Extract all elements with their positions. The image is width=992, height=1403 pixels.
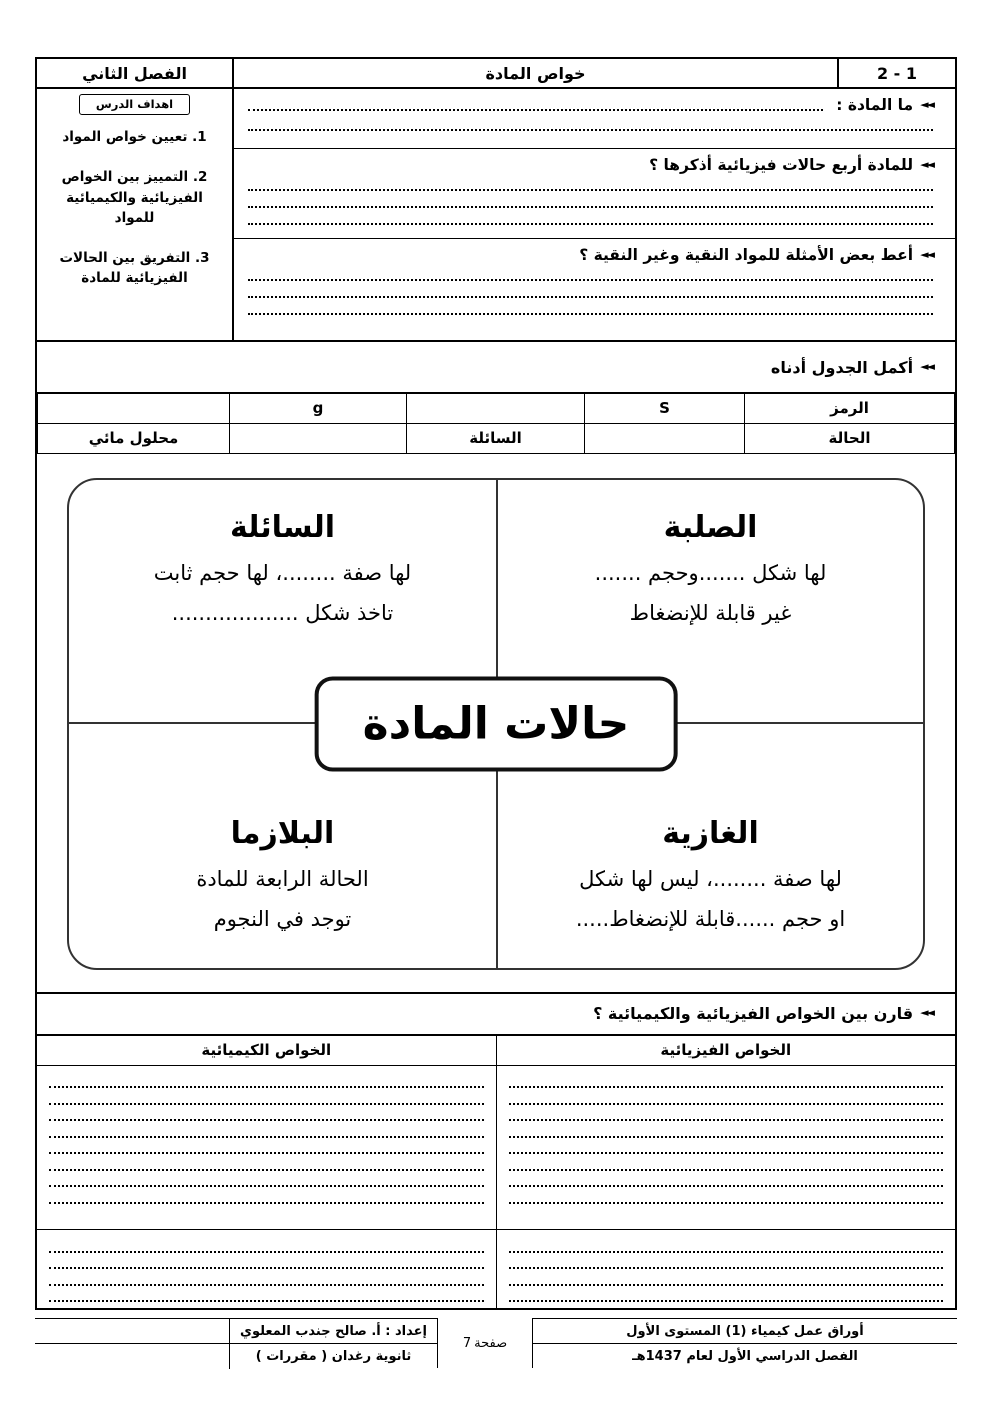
page-number-block: [438, 1318, 532, 1368]
objective-item: 2. التمييز بين الخواص الفيزيائية والكيميائية للمواد: [61, 169, 208, 226]
states-center-title: حالات المادة: [315, 676, 678, 771]
question-bullet-icon: ◄◄: [920, 247, 933, 261]
answer-blank: [248, 174, 933, 191]
row-label: الرمز: [745, 393, 955, 423]
answer-blank: [509, 1138, 944, 1155]
complete-table-caption: [37, 342, 955, 392]
physical-column: [496, 1230, 956, 1308]
liquid-line1: لها صفة ........، لها حجم ثابت: [153, 560, 412, 585]
page-footer: [35, 1318, 957, 1368]
answer-blank: [509, 1154, 944, 1171]
liquid-title: السائلة: [229, 509, 336, 545]
compare-body-top: [37, 1066, 955, 1230]
symbol-state-table: [37, 392, 955, 454]
question-bullet-icon: ◄◄: [920, 359, 933, 373]
top-section: [37, 89, 955, 342]
state-cell-blank: [585, 423, 745, 453]
objective-item: 3. التفريق بين الحالات الفيزيائية للمادة: [59, 250, 210, 287]
lesson-title: خواص المادة: [485, 63, 586, 83]
liquid-line2: تاخذ شكل ...................: [171, 600, 394, 625]
symbol-cell: g: [230, 393, 407, 423]
plasma-line1: الحالة الرابعة للمادة: [196, 866, 369, 891]
answer-blank: [248, 264, 933, 281]
question-label: أعط بعض الأمثلة للمواد النقية وغير النقية ؟: [579, 246, 914, 264]
answer-blank: [49, 1138, 484, 1155]
answer-blank: [49, 1072, 484, 1089]
question-bullet-icon: ◄◄: [920, 157, 933, 171]
state-cell-blank: [230, 423, 407, 453]
physical-properties-header: الخواص الفيزيائية: [496, 1036, 956, 1065]
answer-blank: [509, 1088, 944, 1105]
answer-blank: [248, 208, 933, 225]
solid-line2: غير قابلة للإنضغاط: [629, 600, 792, 625]
answer-blank: [49, 1236, 484, 1253]
solid-title: الصلبة: [663, 509, 758, 545]
answer-blank: [248, 114, 933, 131]
question-bullet-icon: ◄◄: [920, 1006, 933, 1019]
states-diagram: [67, 478, 925, 970]
gas-line2: او حجم ......قابلة للإنضغاط.....: [575, 906, 846, 931]
row-label: الحالة: [745, 423, 955, 453]
symbol-cell-blank: [38, 393, 230, 423]
page-label: صفحة: [474, 1335, 508, 1351]
objectives-sidebar: [37, 89, 234, 340]
header-row: [37, 59, 955, 89]
answer-blank: [49, 1187, 484, 1204]
objectives-title: اهداف الدرس: [79, 94, 190, 115]
answer-blank: [49, 1088, 484, 1105]
answer-blank: [509, 1236, 944, 1253]
question-label: ما المادة :: [836, 96, 914, 114]
answer-blank: [49, 1171, 484, 1188]
chemical-column: [37, 1066, 496, 1230]
solid-line1: لها شكل .......وحجم .......: [594, 560, 827, 585]
question-what-is-matter: [234, 89, 955, 149]
states-diagram-section: [37, 454, 955, 994]
answer-blank: [509, 1269, 944, 1286]
footer-spacer: [35, 1344, 229, 1369]
answer-blank: [248, 109, 823, 111]
footer-document-info: [532, 1318, 957, 1368]
footer-author-info: [35, 1318, 438, 1368]
answer-blank: [49, 1121, 484, 1138]
answer-blank: [509, 1286, 944, 1303]
answer-blank: [509, 1253, 944, 1270]
answer-blank: [248, 298, 933, 315]
state-cell: محلول مائي: [38, 423, 230, 453]
page-number: 7: [462, 1335, 472, 1351]
document-title: أوراق عمل كيمياء (1) المستوى الأول: [533, 1319, 957, 1344]
symbol-cell: S: [585, 393, 745, 423]
answer-blank: [49, 1105, 484, 1122]
compare-table: [37, 1036, 955, 1309]
worksheet-frame: [35, 57, 957, 1310]
chemical-properties-header: الخواص الكيميائية: [201, 1041, 332, 1059]
school-name: ثانوية رغدان ( مقررات ): [229, 1344, 437, 1369]
question-bullet-icon: ◄◄: [920, 97, 933, 111]
gas-title: الغازية: [662, 815, 759, 851]
answer-blank: [49, 1154, 484, 1171]
chemical-column: [37, 1230, 496, 1308]
answer-blank: [49, 1269, 484, 1286]
footer-spacer: [35, 1319, 229, 1343]
lesson-number: 2 - 1: [837, 59, 955, 87]
plasma-title: البلازما: [230, 815, 335, 851]
table-row: [38, 423, 955, 453]
answer-blank: [49, 1286, 484, 1303]
prepared-by: إعداد : أ. صالح جندب المعلوي: [229, 1319, 437, 1343]
question-pure-examples: [234, 239, 955, 340]
questions-column: [234, 89, 955, 340]
symbol-cell-blank: [407, 393, 585, 423]
answer-blank: [248, 191, 933, 208]
compare-table-header: [37, 1036, 955, 1066]
objective-item: 1. تعيين خواص المواد: [62, 129, 207, 145]
answer-blank: [509, 1121, 944, 1138]
answer-blank: [248, 281, 933, 298]
caption-label: أكمل الجدول أدناه: [770, 357, 914, 377]
question-label: للمادة أربع حالات فيزيائية أذكرها ؟: [649, 156, 914, 174]
compare-caption: [37, 994, 955, 1036]
physical-column: [496, 1066, 956, 1230]
semester-line: الفصل الدراسي الأول لعام 1437هـ: [632, 1349, 858, 1364]
answer-blank: [49, 1253, 484, 1270]
answer-blank: [509, 1105, 944, 1122]
plasma-line2: توجد في النجوم: [213, 906, 352, 931]
answer-blank: [509, 1187, 944, 1204]
gas-line1: لها صفة ........، ليس لها شكل: [579, 866, 842, 891]
answer-blank: [509, 1171, 944, 1188]
compare-body-bottom: [37, 1230, 955, 1308]
caption-label: قارن بين الخواص الفيزيائية والكيميائية ؟: [593, 1004, 914, 1023]
question-four-states: [234, 149, 955, 239]
answer-blank: [509, 1072, 944, 1089]
state-cell: السائلة: [407, 423, 585, 453]
chapter-label: الفصل الثاني: [37, 59, 234, 87]
table-row: [38, 393, 955, 423]
